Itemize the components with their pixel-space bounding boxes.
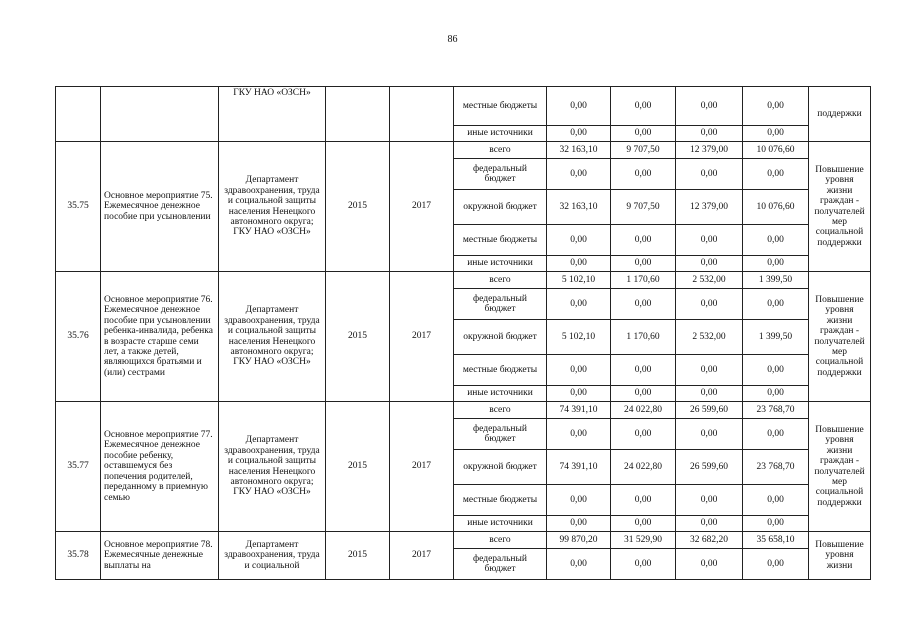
row-number-cell bbox=[56, 87, 101, 142]
table-row bbox=[56, 142, 871, 159]
value-total-cell: 0,00 bbox=[547, 159, 611, 190]
value-2015-cell: 1 170,60 bbox=[611, 272, 676, 289]
value-2015-cell: 0,00 bbox=[611, 126, 676, 142]
value-2016-cell: 32 682,20 bbox=[676, 532, 743, 549]
result-cell: поддержки bbox=[809, 87, 871, 142]
value-total-cell: 74 391,10 bbox=[547, 450, 611, 485]
value-2017-cell: 23 768,70 bbox=[743, 450, 809, 485]
table-row bbox=[56, 402, 871, 419]
value-total-cell: 0,00 bbox=[547, 355, 611, 386]
value-2015-cell: 24 022,80 bbox=[611, 402, 676, 419]
row-number-cell: 35.76 bbox=[56, 272, 101, 402]
funding-source-cell: окружной бюджет bbox=[454, 320, 547, 355]
value-2016-cell: 0,00 bbox=[676, 289, 743, 320]
value-2015-cell: 0,00 bbox=[611, 289, 676, 320]
funding-source-cell: иные источники bbox=[454, 516, 547, 532]
value-2016-cell: 0,00 bbox=[676, 386, 743, 402]
funding-source-cell: федеральный бюджет bbox=[454, 549, 547, 580]
executor-cell: Департамент здравоохранения, труда и социальной bbox=[219, 532, 326, 580]
value-2016-cell: 12 379,00 bbox=[676, 190, 743, 225]
value-2016-cell: 0,00 bbox=[676, 126, 743, 142]
funding-source-cell: всего bbox=[454, 402, 547, 419]
value-2017-cell: 0,00 bbox=[743, 485, 809, 516]
funding-source-cell: местные бюджеты bbox=[454, 87, 547, 126]
value-2017-cell: 10 076,60 bbox=[743, 142, 809, 159]
funding-source-cell: федеральный бюджет bbox=[454, 419, 547, 450]
value-2017-cell: 0,00 bbox=[743, 225, 809, 256]
value-total-cell: 0,00 bbox=[547, 289, 611, 320]
value-2015-cell: 0,00 bbox=[611, 386, 676, 402]
value-2015-cell: 0,00 bbox=[611, 355, 676, 386]
value-2015-cell: 0,00 bbox=[611, 87, 676, 126]
start-year-cell: 2015 bbox=[326, 272, 390, 402]
value-2016-cell: 0,00 bbox=[676, 549, 743, 580]
value-total-cell: 5 102,10 bbox=[547, 272, 611, 289]
value-2017-cell: 0,00 bbox=[743, 386, 809, 402]
value-total-cell: 32 163,10 bbox=[547, 142, 611, 159]
value-2015-cell: 0,00 bbox=[611, 549, 676, 580]
value-2015-cell: 0,00 bbox=[611, 256, 676, 272]
funding-source-cell: всего bbox=[454, 272, 547, 289]
start-year-cell bbox=[326, 87, 390, 142]
value-2015-cell: 0,00 bbox=[611, 419, 676, 450]
value-2016-cell: 0,00 bbox=[676, 87, 743, 126]
value-2016-cell: 0,00 bbox=[676, 225, 743, 256]
value-total-cell: 0,00 bbox=[547, 87, 611, 126]
row-number-cell: 35.77 bbox=[56, 402, 101, 532]
value-2015-cell: 0,00 bbox=[611, 516, 676, 532]
value-2016-cell: 26 599,60 bbox=[676, 450, 743, 485]
value-2016-cell: 0,00 bbox=[676, 485, 743, 516]
value-2017-cell: 35 658,10 bbox=[743, 532, 809, 549]
value-2016-cell: 0,00 bbox=[676, 159, 743, 190]
value-2015-cell: 9 707,50 bbox=[611, 142, 676, 159]
value-2017-cell: 0,00 bbox=[743, 516, 809, 532]
funding-source-cell: местные бюджеты bbox=[454, 225, 547, 256]
value-total-cell: 0,00 bbox=[547, 419, 611, 450]
value-total-cell: 5 102,10 bbox=[547, 320, 611, 355]
table-row bbox=[56, 272, 871, 289]
measure-name-cell: Основное мероприятие 75. Ежемесячное денежное пособие при усыновлении bbox=[101, 142, 219, 272]
end-year-cell bbox=[390, 87, 454, 142]
value-2015-cell: 0,00 bbox=[611, 159, 676, 190]
funding-source-cell: местные бюджеты bbox=[454, 485, 547, 516]
value-2015-cell: 9 707,50 bbox=[611, 190, 676, 225]
result-cell: Повышение уровня жизни bbox=[809, 532, 871, 580]
value-2017-cell: 1 399,50 bbox=[743, 320, 809, 355]
value-2016-cell: 2 532,00 bbox=[676, 320, 743, 355]
value-2015-cell: 1 170,60 bbox=[611, 320, 676, 355]
funding-source-cell: иные источники bbox=[454, 386, 547, 402]
value-2017-cell: 0,00 bbox=[743, 419, 809, 450]
value-2017-cell: 23 768,70 bbox=[743, 402, 809, 419]
end-year-cell: 2017 bbox=[390, 272, 454, 402]
value-2017-cell: 0,00 bbox=[743, 256, 809, 272]
executor-cell: Департамент здравоохранения, труда и социальной защиты населения Ненецкого автономного округа; ГКУ НАО «ОЗСН» bbox=[219, 142, 326, 272]
funding-source-cell: всего bbox=[454, 142, 547, 159]
value-2017-cell: 0,00 bbox=[743, 87, 809, 126]
value-2017-cell: 0,00 bbox=[743, 549, 809, 580]
value-2017-cell: 1 399,50 bbox=[743, 272, 809, 289]
measure-name-cell bbox=[101, 87, 219, 142]
value-2015-cell: 0,00 bbox=[611, 485, 676, 516]
value-2016-cell: 0,00 bbox=[676, 256, 743, 272]
value-total-cell: 32 163,10 bbox=[547, 190, 611, 225]
start-year-cell: 2015 bbox=[326, 402, 390, 532]
measure-name-cell: Основное мероприятие 76. Ежемесячное денежное пособие при усыновлении ребенка-инвалида, ребенка в возрасте старше семи лет, а также детей, являющихся братьями и (или) сестрами bbox=[101, 272, 219, 402]
value-2016-cell: 0,00 bbox=[676, 419, 743, 450]
executor-cell: ГКУ НАО «ОЗСН» bbox=[219, 87, 326, 142]
funding-source-cell: федеральный бюджет bbox=[454, 289, 547, 320]
value-total-cell: 99 870,20 bbox=[547, 532, 611, 549]
value-total-cell: 0,00 bbox=[547, 386, 611, 402]
value-total-cell: 0,00 bbox=[547, 485, 611, 516]
value-2015-cell: 24 022,80 bbox=[611, 450, 676, 485]
table-row bbox=[56, 532, 871, 549]
value-2016-cell: 0,00 bbox=[676, 355, 743, 386]
end-year-cell: 2017 bbox=[390, 402, 454, 532]
result-cell: Повышение уровня жизни граждан - получателей мер социальной поддержки bbox=[809, 142, 871, 272]
page-number: 86 bbox=[447, 34, 458, 45]
measure-name-cell: Основное мероприятие 77. Ежемесячное денежное пособие ребенку, оставшемуся без попечения родителей, переданному в приемную семью bbox=[101, 402, 219, 532]
value-total-cell: 0,00 bbox=[547, 225, 611, 256]
value-total-cell: 0,00 bbox=[547, 256, 611, 272]
funding-source-cell: иные источники bbox=[454, 256, 547, 272]
end-year-cell: 2017 bbox=[390, 532, 454, 580]
program-table bbox=[55, 86, 871, 580]
value-total-cell: 0,00 bbox=[547, 549, 611, 580]
value-total-cell: 0,00 bbox=[547, 516, 611, 532]
start-year-cell: 2015 bbox=[326, 532, 390, 580]
funding-source-cell: местные бюджеты bbox=[454, 355, 547, 386]
value-2015-cell: 31 529,90 bbox=[611, 532, 676, 549]
value-total-cell: 0,00 bbox=[547, 126, 611, 142]
value-2017-cell: 10 076,60 bbox=[743, 190, 809, 225]
funding-source-cell: всего bbox=[454, 532, 547, 549]
funding-source-cell: федеральный бюджет bbox=[454, 159, 547, 190]
funding-source-cell: окружной бюджет bbox=[454, 190, 547, 225]
value-2016-cell: 2 532,00 bbox=[676, 272, 743, 289]
value-2017-cell: 0,00 bbox=[743, 355, 809, 386]
value-2017-cell: 0,00 bbox=[743, 159, 809, 190]
value-2016-cell: 12 379,00 bbox=[676, 142, 743, 159]
value-2016-cell: 0,00 bbox=[676, 516, 743, 532]
funding-source-cell: окружной бюджет bbox=[454, 450, 547, 485]
executor-cell: Департамент здравоохранения, труда и социальной защиты населения Ненецкого автономного округа; ГКУ НАО «ОЗСН» bbox=[219, 272, 326, 402]
table-row bbox=[56, 87, 871, 126]
value-2016-cell: 26 599,60 bbox=[676, 402, 743, 419]
executor-cell: Департамент здравоохранения, труда и социальной защиты населения Ненецкого автономного округа; ГКУ НАО «ОЗСН» bbox=[219, 402, 326, 532]
value-2017-cell: 0,00 bbox=[743, 126, 809, 142]
end-year-cell: 2017 bbox=[390, 142, 454, 272]
value-2017-cell: 0,00 bbox=[743, 289, 809, 320]
value-2015-cell: 0,00 bbox=[611, 225, 676, 256]
row-number-cell: 35.78 bbox=[56, 532, 101, 580]
measure-name-cell: Основное мероприятие 78. Ежемесячные денежные выплаты на bbox=[101, 532, 219, 580]
result-cell: Повышение уровня жизни граждан - получателей мер социальной поддержки bbox=[809, 402, 871, 532]
result-cell: Повышение уровня жизни граждан - получателей мер социальной поддержки bbox=[809, 272, 871, 402]
start-year-cell: 2015 bbox=[326, 142, 390, 272]
row-number-cell: 35.75 bbox=[56, 142, 101, 272]
funding-source-cell: иные источники bbox=[454, 126, 547, 142]
value-total-cell: 74 391,10 bbox=[547, 402, 611, 419]
